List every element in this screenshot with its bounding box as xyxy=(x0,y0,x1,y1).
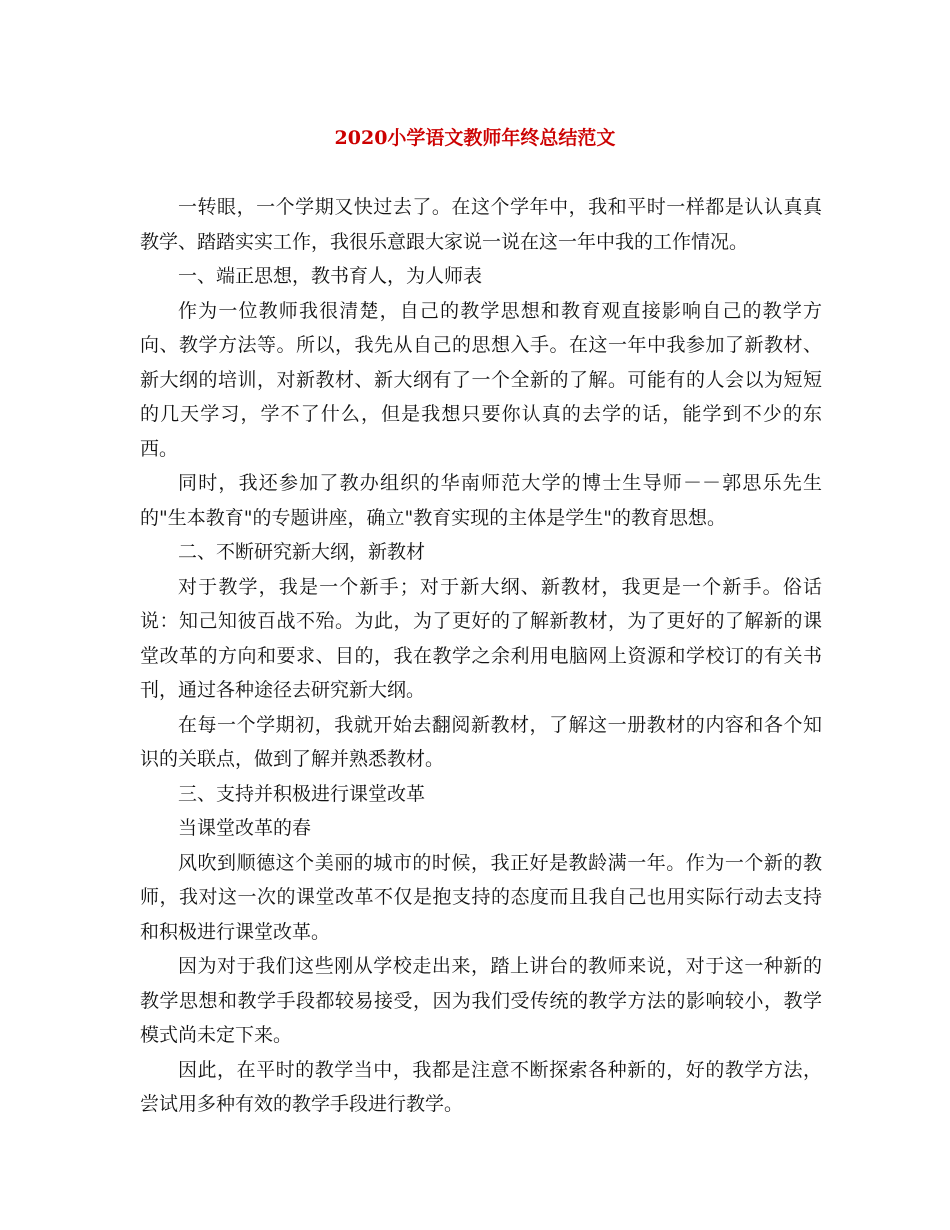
section-heading: 二、不断研究新大纲，新教材 xyxy=(178,541,426,563)
paragraph: 在每一个学期初，我就开始去翻阅新教材，了解这一册教材的内容和各个知识的关联点，做到了解并熟悉教材。 xyxy=(140,713,822,770)
paragraph: 当课堂改革的春 xyxy=(178,817,312,839)
paragraph: 因此，在平时的教学当中，我都是注意不断探索各种新的，好的教学方法，尝试用多种有效的教学手段进行教学。 xyxy=(140,1058,822,1115)
section-heading: 一、端正思想，教书育人，为人师表 xyxy=(178,265,483,287)
document-title: 2020小学语文教师年终总结范文 xyxy=(334,127,616,149)
document-body xyxy=(140,190,822,1122)
section-heading: 三、支持并积极进行课堂改革 xyxy=(178,782,426,805)
paragraph: 风吹到顺德这个美丽的城市的时候，我正好是教龄满一年。作为一个新的教师，我对这一次的课堂改革不仅是抱支持的态度而且我自己也用实际行动去支持和积极进行课堂改革。 xyxy=(140,851,822,943)
paragraph: 对于教学，我是一个新手；对于新大纲、新教材，我更是一个新手。俗话说：知己知彼百战不殆。为此，为了更好的了解新教材，为了更好的了解新的课堂改革的方向和要求、目的，我在教学之余利用电脑网上资源和学校订的有关书刊，通过各种途径去研究新大纲。 xyxy=(140,575,822,701)
paragraph: 作为一位教师我很清楚，自己的教学思想和教育观直接影响自己的教学方向、教学方法等。所以，我先从自己的思想入手。在这一年中我参加了新教材、新大纲的培训，对新教材、新大纲有了一个全新的了解。可能有的人会以为短短的几天学习，学不了什么，但是我想只要你认真的去学的话，能学到不少的东西。 xyxy=(140,299,822,460)
paragraph: 一转眼，一个学期又快过去了。在这个学年中，我和平时一样都是认认真真教学、踏踏实实工作，我很乐意跟大家说一说在这一年中我的工作情况。 xyxy=(140,196,822,253)
paragraph: 同时，我还参加了教办组织的华南师范大学的博士生导师－－郭思乐先生的"生本教育"的专题讲座，确立"教育实现的主体是学生"的教育思想。 xyxy=(140,472,822,529)
paragraph: 因为对于我们这些刚从学校走出来，踏上讲台的教师来说，对于这一种新的教学思想和教学手段都较易接受，因为我们受传统的教学方法的影响较小，教学模式尚未定下来。 xyxy=(140,955,822,1046)
